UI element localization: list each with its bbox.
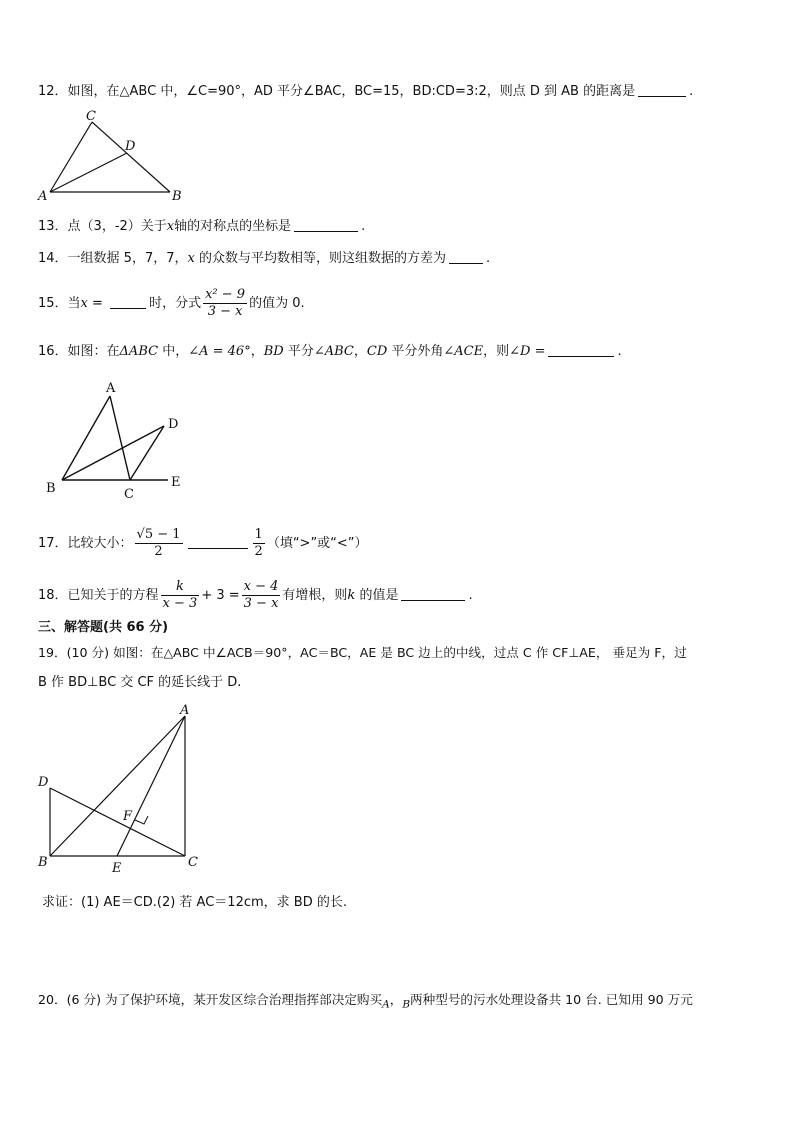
q15-numerator: x² − 9: [205, 287, 246, 302]
q19-side-ba: [50, 716, 185, 856]
q12-side-cb: [92, 122, 170, 192]
question-13: [38, 217, 365, 237]
q19-triangle-figure: [30, 700, 210, 876]
q17-post: （填“>”或“<”）: [266, 536, 368, 551]
q16-angle-ace: ∠ACE: [443, 344, 484, 359]
q18-denominator-left: x − 3: [162, 596, 198, 611]
question-19-line-2: B 作 BD⊥BC 交 CF 的延长线于 D.: [38, 675, 242, 690]
q18-answer-blank[interactable]: [401, 586, 465, 601]
q16-t6: ，则: [483, 344, 510, 359]
q17-numerator-left: √5 − 1: [136, 527, 181, 542]
q12-label-a: A: [38, 189, 48, 204]
q19-label-f: F: [123, 809, 133, 824]
q17-numerator-right: 1: [254, 527, 263, 542]
q16-bd: BD: [263, 344, 284, 359]
q18-post: 的值是: [355, 588, 399, 603]
question-19-line-1: 19．(10 分) 如图：在△ABC 中∠ACB＝90°，AC＝BC，AE 是 BC 边上的中线，过点 C 作 CF⊥AE， 垂足为 F，过: [38, 645, 687, 660]
q19-segment-ae: [117, 716, 185, 856]
q18-fraction-left: [161, 579, 200, 612]
section-3-heading: 三、解答题(共 66 分): [38, 620, 169, 635]
q16-angle-d: ∠D =: [509, 344, 546, 359]
q18-denominator-right: 3 − x: [243, 596, 279, 611]
q13-post: 轴的对称点的坐标是: [174, 219, 292, 234]
q15-var: x: [80, 296, 88, 311]
q16-pre: 16．如图：在: [38, 344, 120, 359]
q18-plus: + 3 =: [201, 588, 240, 603]
q13-answer-blank[interactable]: [294, 217, 358, 232]
q19-label-b: B: [38, 855, 48, 870]
q13-var: x: [166, 219, 175, 234]
q16-angle-a: ∠A = 46°: [188, 344, 251, 359]
q14-post: 的众数与平均数相等，则这组数据的方差为: [194, 251, 446, 266]
q16-end: .: [617, 344, 622, 359]
q12-label-c: C: [86, 109, 96, 124]
q18-numerator-left: k: [161, 579, 200, 596]
q19-right-angle-mark: [135, 816, 148, 824]
q16-triangle-figure: [40, 378, 200, 500]
q20-b: B: [402, 998, 411, 1011]
q16-t1: 中，: [158, 344, 189, 359]
question-16: [38, 342, 622, 362]
q17-denominator-right: 2: [254, 544, 263, 559]
question-15: [38, 284, 305, 324]
q17-pre: 17．比较大小：: [38, 536, 133, 551]
q16-triangle: ΔABC: [119, 344, 159, 359]
q14-end: .: [485, 251, 491, 266]
q19-label-e: E: [112, 861, 122, 876]
question-12: [38, 82, 693, 102]
q16-label-b: B: [46, 481, 56, 496]
q19-label-d: D: [38, 775, 49, 790]
q15-post: 的值为 0.: [249, 296, 305, 311]
q16-t3: 平分: [283, 344, 314, 359]
q17-fraction-left: [135, 527, 183, 560]
q18-numerator-right: x − 4: [243, 579, 279, 594]
q15-pre: 15．当: [38, 296, 81, 311]
q12-label-d: D: [125, 139, 136, 154]
q14-pre: 14．一组数据 5，7，7，: [38, 251, 188, 266]
q14-var: x: [187, 251, 195, 266]
q15-mid: 时，分式: [149, 296, 202, 311]
q16-t4: ，: [353, 344, 367, 359]
q16-cd: CD: [366, 344, 388, 359]
q19-label-c: C: [188, 855, 198, 870]
question-18: [38, 576, 473, 616]
q15-fraction: [203, 287, 247, 320]
q15-answer-blank[interactable]: [110, 294, 146, 309]
q16-label-e: E: [171, 475, 181, 490]
q14-answer-blank[interactable]: [449, 249, 483, 264]
q16-label-d: D: [168, 417, 179, 432]
question-17: [38, 524, 368, 564]
q16-segment-cd: [130, 426, 164, 480]
q13-pre: 13．点（3，-2）关于: [38, 219, 167, 234]
q16-label-a: A: [106, 381, 116, 396]
q12-end: .: [689, 84, 694, 99]
q16-side-ac: [110, 396, 130, 480]
q16-label-c: C: [124, 487, 134, 500]
q15-denominator: 3 − x: [207, 304, 243, 319]
q20-post: 两种型号的污水处理设备共 10 台. 已知用 90 万元: [410, 992, 693, 1007]
q12-answer-blank[interactable]: [638, 82, 686, 97]
q20-a: A: [382, 998, 390, 1011]
question-20: [38, 990, 693, 1015]
q16-t2: ，: [250, 344, 264, 359]
q19-segment-dc: [50, 788, 185, 856]
q13-end: .: [361, 219, 366, 234]
q15-eq: =: [87, 296, 108, 311]
q18-mid: 有增根，则: [282, 588, 348, 603]
q17-denominator-left: 2: [154, 544, 163, 559]
question-14: [38, 249, 490, 269]
q18-fraction-right: [242, 579, 281, 612]
q12-text: 12．如图，在△ABC 中，∠C=90°，AD 平分∠BAC，BC=15，BD:CD=3:2，则点 D 到 AB 的距离是: [38, 84, 636, 99]
q17-answer-blank[interactable]: [188, 534, 248, 549]
q20-sep: ，: [389, 992, 403, 1007]
q20-pre: 20．(6 分) 为了保护环境，某开发区综合治理指挥部决定购买: [38, 992, 383, 1007]
q17-fraction-right: [253, 527, 265, 560]
q16-t5: 平分外角: [387, 344, 444, 359]
q18-end: .: [468, 588, 473, 603]
q18-var: k: [347, 588, 356, 603]
q16-answer-blank[interactable]: [548, 342, 614, 357]
q12-triangle-figure: [30, 108, 190, 204]
q16-angle-abc: ∠ABC: [313, 344, 354, 359]
q19-label-a: A: [180, 703, 190, 718]
q12-label-b: B: [172, 189, 182, 204]
q18-pre: 18．已知关于的方程: [38, 588, 159, 603]
question-19-prove: 求证：(1) AE＝CD.(2) 若 AC＝12cm，求 BD 的长.: [42, 895, 347, 910]
